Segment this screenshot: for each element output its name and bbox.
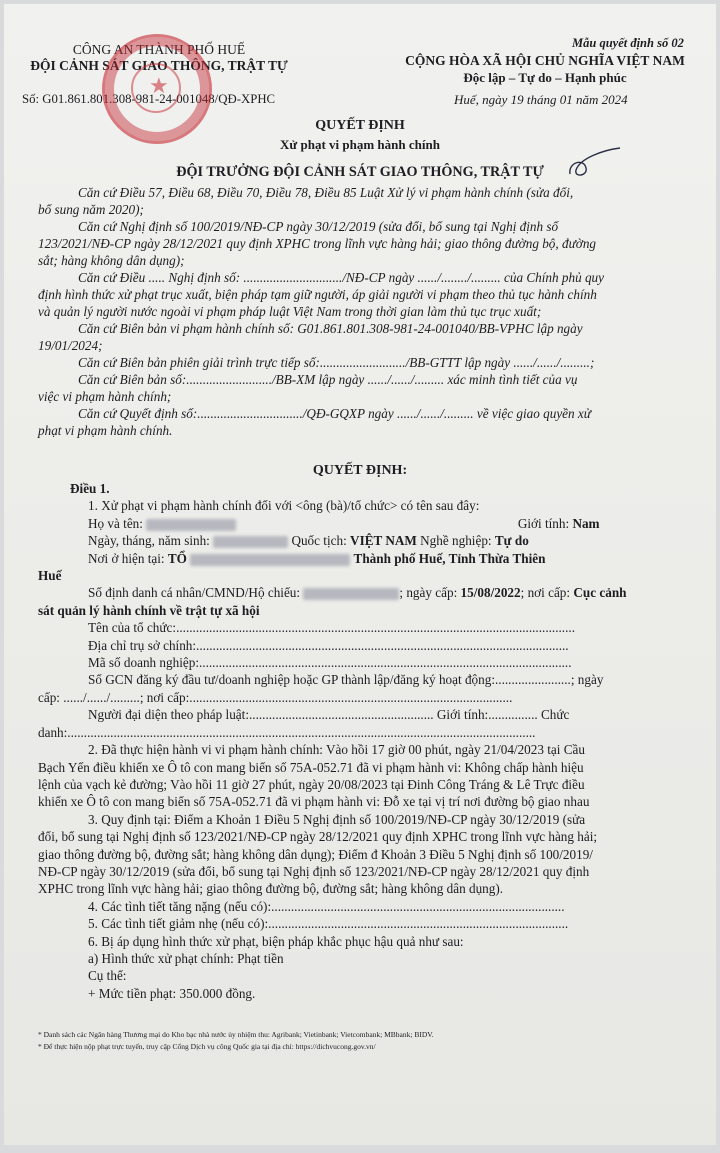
org-name: Tên của tổ chức:......................................................................................................................... <box>88 620 575 636</box>
id-place-continued: sát quản lý hành chính về trật tự xã hội <box>38 602 260 618</box>
article-label: Điều 1. <box>70 481 110 496</box>
footnote-online-payment: * Để thực hiện nộp phạt trực tuyến, truy cập Cổng Dịch vụ công Quốc gia tại địa chỉ: https://dichvucong.gov.vn/ <box>38 1042 376 1051</box>
regulation-line: đổi, bổ sung tại Nghị định số 123/2021/NĐ-CP ngày 28/12/2021 quy định XPHC trong lĩnh vực hàng hải; <box>38 829 598 845</box>
signature-scribble-icon <box>564 144 624 184</box>
national-motto: Độc lập – Tự do – Hạnh phúc <box>463 70 627 85</box>
regulation-line: 3. Quy định tại: Điểm a Khoản 1 Điều 5 Nghị định số 100/2019/NĐ-CP ngày 30/12/2019 (sửa <box>88 811 586 827</box>
nationality-value: VIỆT NAM <box>350 533 417 549</box>
nationality-label: Quốc tịch: <box>291 533 347 549</box>
org-registration: Số GCN đăng ký đầu tư/doanh nghiệp hoặc GP thành lập/đăng ký hoạt động:.......................; ngày <box>88 672 604 688</box>
org-representative: Người đại diện theo pháp luật:........................................................ Giới tính:............... Chức <box>88 707 570 723</box>
address-prefix: TỔ <box>167 550 187 566</box>
basis-line: 123/2021/NĐ-CP ngày 28/12/2021 quy định XPHC trong lĩnh vực hàng hải; giao thông đường bộ, đường <box>38 236 597 251</box>
document-number: Số: G01.861.801.308-981-24-001048/QĐ-XPHC <box>22 92 276 106</box>
gender-label: Giới tính: <box>517 515 570 531</box>
footnote-banks: * Danh sách các Ngân hàng Thương mại do Kho bạc nhà nước ủy nhiệm thu: Agribank; Vietinbank; Vietcombank; MBbank; BIDV. <box>38 1030 434 1039</box>
regulation-line: NĐ-CP ngày 30/12/2019 (sửa đổi, bổ sung tại Nghị định số 123/2021/NĐ-CP ngày 28/12/2021 quy định <box>38 863 590 879</box>
regulation-line: XPHC trong lĩnh vực hàng hải; giao thông đường bộ, đường sắt; hàng không dân dụng). <box>38 881 504 897</box>
official-seal-icon: ★ <box>102 34 212 144</box>
id-place: Cục cảnh <box>573 585 627 601</box>
org-tax-code: Mã số doanh nghiệp:................................................................................................................. <box>88 655 572 671</box>
redacted-dob <box>213 536 288 548</box>
document-title: QUYẾT ĐỊNH <box>315 118 405 133</box>
basis-line: việc vi phạm hành chính; <box>38 389 172 404</box>
agency-name: ĐỘI CẢNH SÁT GIAO THÔNG, TRẬT TỰ <box>30 58 288 73</box>
main-penalty: a) Hình thức xử phạt chính: Phạt tiền <box>88 950 284 966</box>
violation-line: Bạch Yến điều khiển xe Ô tô con mang biển số 75A-052.71 đã vi phạm hành vi: Không chấp hành hiệu <box>38 759 584 775</box>
dob-label: Ngày, tháng, năm sinh: <box>88 533 210 549</box>
id-row <box>38 584 698 601</box>
regulation-line: giao thông đường bộ, đường sắt; hàng không dân dụng); Điểm đ Khoản 3 Điều 5 Nghị định số 100/2019/ <box>38 846 593 862</box>
basis-line: Căn cứ Quyết định số:................................/QĐ-GQXP ngày ....../....../......... về việc giao quyền xử <box>78 406 591 421</box>
address-row <box>38 550 698 567</box>
job-label: Nghề nghiệp: <box>420 533 492 549</box>
org-address: Địa chỉ trụ sở chính:................................................................................................................. <box>88 637 569 653</box>
id-issue-date: 15/08/2022 <box>460 585 521 601</box>
name-label: Họ và tên: <box>88 515 143 531</box>
redacted-id <box>303 588 399 600</box>
agency-parent: CÔNG AN THÀNH PHỐ HUẾ <box>72 42 246 57</box>
decision-document <box>4 4 716 1145</box>
legal-bases <box>38 184 698 439</box>
mitigating-factors: 5. Các tình tiết giảm nhẹ (nếu có):........................................................................................... <box>88 916 569 932</box>
issuing-authority: ĐỘI TRƯỞNG ĐỘI CẢNH SÁT GIAO THÔNG, TRẬT TỰ <box>176 164 544 180</box>
address-city: Thành phố Huế, Tỉnh Thừa Thiên <box>353 550 546 566</box>
violation-line: 2. Đã thực hiện hành vi vi phạm hành chính: Vào hồi 17 giờ 00 phút, ngày 21/04/2023 tại Cầu <box>88 742 585 758</box>
violation-line: khiển xe Ô tô con mang biển số 75A-052.71 đã vi phạm hành vi: Đỗ xe tại vị trí nơi đường bộ giao nhau <box>38 794 590 810</box>
basis-line: Căn cứ Điều 57, Điều 68, Điều 70, Điều 78, Điều 85 Luật Xử lý vi phạm hành chính (sửa đổi, <box>78 185 574 200</box>
header-right <box>380 52 710 86</box>
decision-heading: QUYẾT ĐỊNH: <box>312 463 408 478</box>
job-value: Tự do <box>494 533 529 549</box>
org-registration-cont: cấp: ....../....../.........; nơi cấp:.................................................................................................. <box>38 689 513 705</box>
id-issue-label: ; ngày cấp: <box>399 585 458 601</box>
redacted-address <box>190 554 350 566</box>
basis-line: Căn cứ Biên bản phiên giải trình trực tiếp số:........................../BB-GTTT lập ngày ....../....../.........; <box>78 355 595 370</box>
name-row <box>38 515 698 532</box>
article-1 <box>38 480 698 1002</box>
id-label: Số định danh cá nhân/CMND/Hộ chiếu: <box>88 585 301 601</box>
basis-line: bổ sung năm 2020); <box>38 202 144 217</box>
penalty-forms: 6. Bị áp dụng hình thức xử phạt, biện pháp khắc phục hậu quả như sau: <box>88 933 464 949</box>
fine-amount: + Mức tiền phạt: 350.000 đồng. <box>88 985 256 1001</box>
document-subtitle: Xử phạt vi phạm hành chính <box>280 137 440 152</box>
address-label: Nơi ở hiện tại: <box>88 550 165 566</box>
aggravating-factors: 4. Các tình tiết tăng nặng (nếu có):......................................................................................... <box>88 898 565 914</box>
redacted-name <box>146 519 236 531</box>
basis-line: Căn cứ Biên bản vi phạm hành chính số: G01.861.801.308-981-24-001040/BB-VPHC lập ngày <box>78 321 583 336</box>
basis-line: Căn cứ Điều ..... Nghị định số: ............................../NĐ-CP ngày ....../......../......... của Chính phủ quy <box>78 270 605 285</box>
nation-name: CỘNG HÒA XÃ HỘI CHỦ NGHĨA VIỆT NAM <box>405 53 685 68</box>
basis-line: Căn cứ Nghị định số 100/2019/NĐ-CP ngày 30/12/2019 (sửa đổi, bổ sung tại Nghị định số <box>78 219 559 234</box>
details-label: Cụ thể: <box>88 968 127 984</box>
org-representative-cont: danh:.............................................................................................................................................. <box>38 724 536 740</box>
basis-line: 19/01/2024; <box>38 338 103 353</box>
violation-line: lệnh của vạch kẻ đường; Vào hồi 11 giờ 27 phút, ngày 20/08/2023 tại Đinh Công Tráng & Lê Trực điều <box>38 776 585 792</box>
basis-line: Căn cứ Biên bản số:........................../BB-XM lập ngày ....../....../......... xác minh tình tiết của vụ <box>78 372 578 387</box>
id-place-label: ; nơi cấp: <box>520 585 571 601</box>
form-number: Mẫu quyết định số 02 <box>572 36 684 50</box>
basis-line: định hình thức xử phạt trục xuất, biện pháp tạm giữ người, áp giải người vi phạm theo thủ tục hành chính <box>38 287 597 302</box>
place-date: Huế, ngày 19 tháng 01 năm 2024 <box>454 92 628 107</box>
basis-line: sắt; hàng không dân dụng); <box>38 253 185 268</box>
gender-value: Nam <box>572 515 600 531</box>
address-continued: Huế <box>38 568 62 584</box>
article-p1: 1. Xử phạt vi phạm hành chính đối với <ông (bà)/tổ chức> có tên sau đây: <box>88 498 480 514</box>
basis-line: phạt vi phạm hành chính. <box>38 423 173 438</box>
basis-line: và quản lý người nước ngoài vi phạm pháp luật Việt Nam trong thời gian làm thủ tục trục xuất; <box>38 304 542 319</box>
dob-row <box>38 532 698 549</box>
